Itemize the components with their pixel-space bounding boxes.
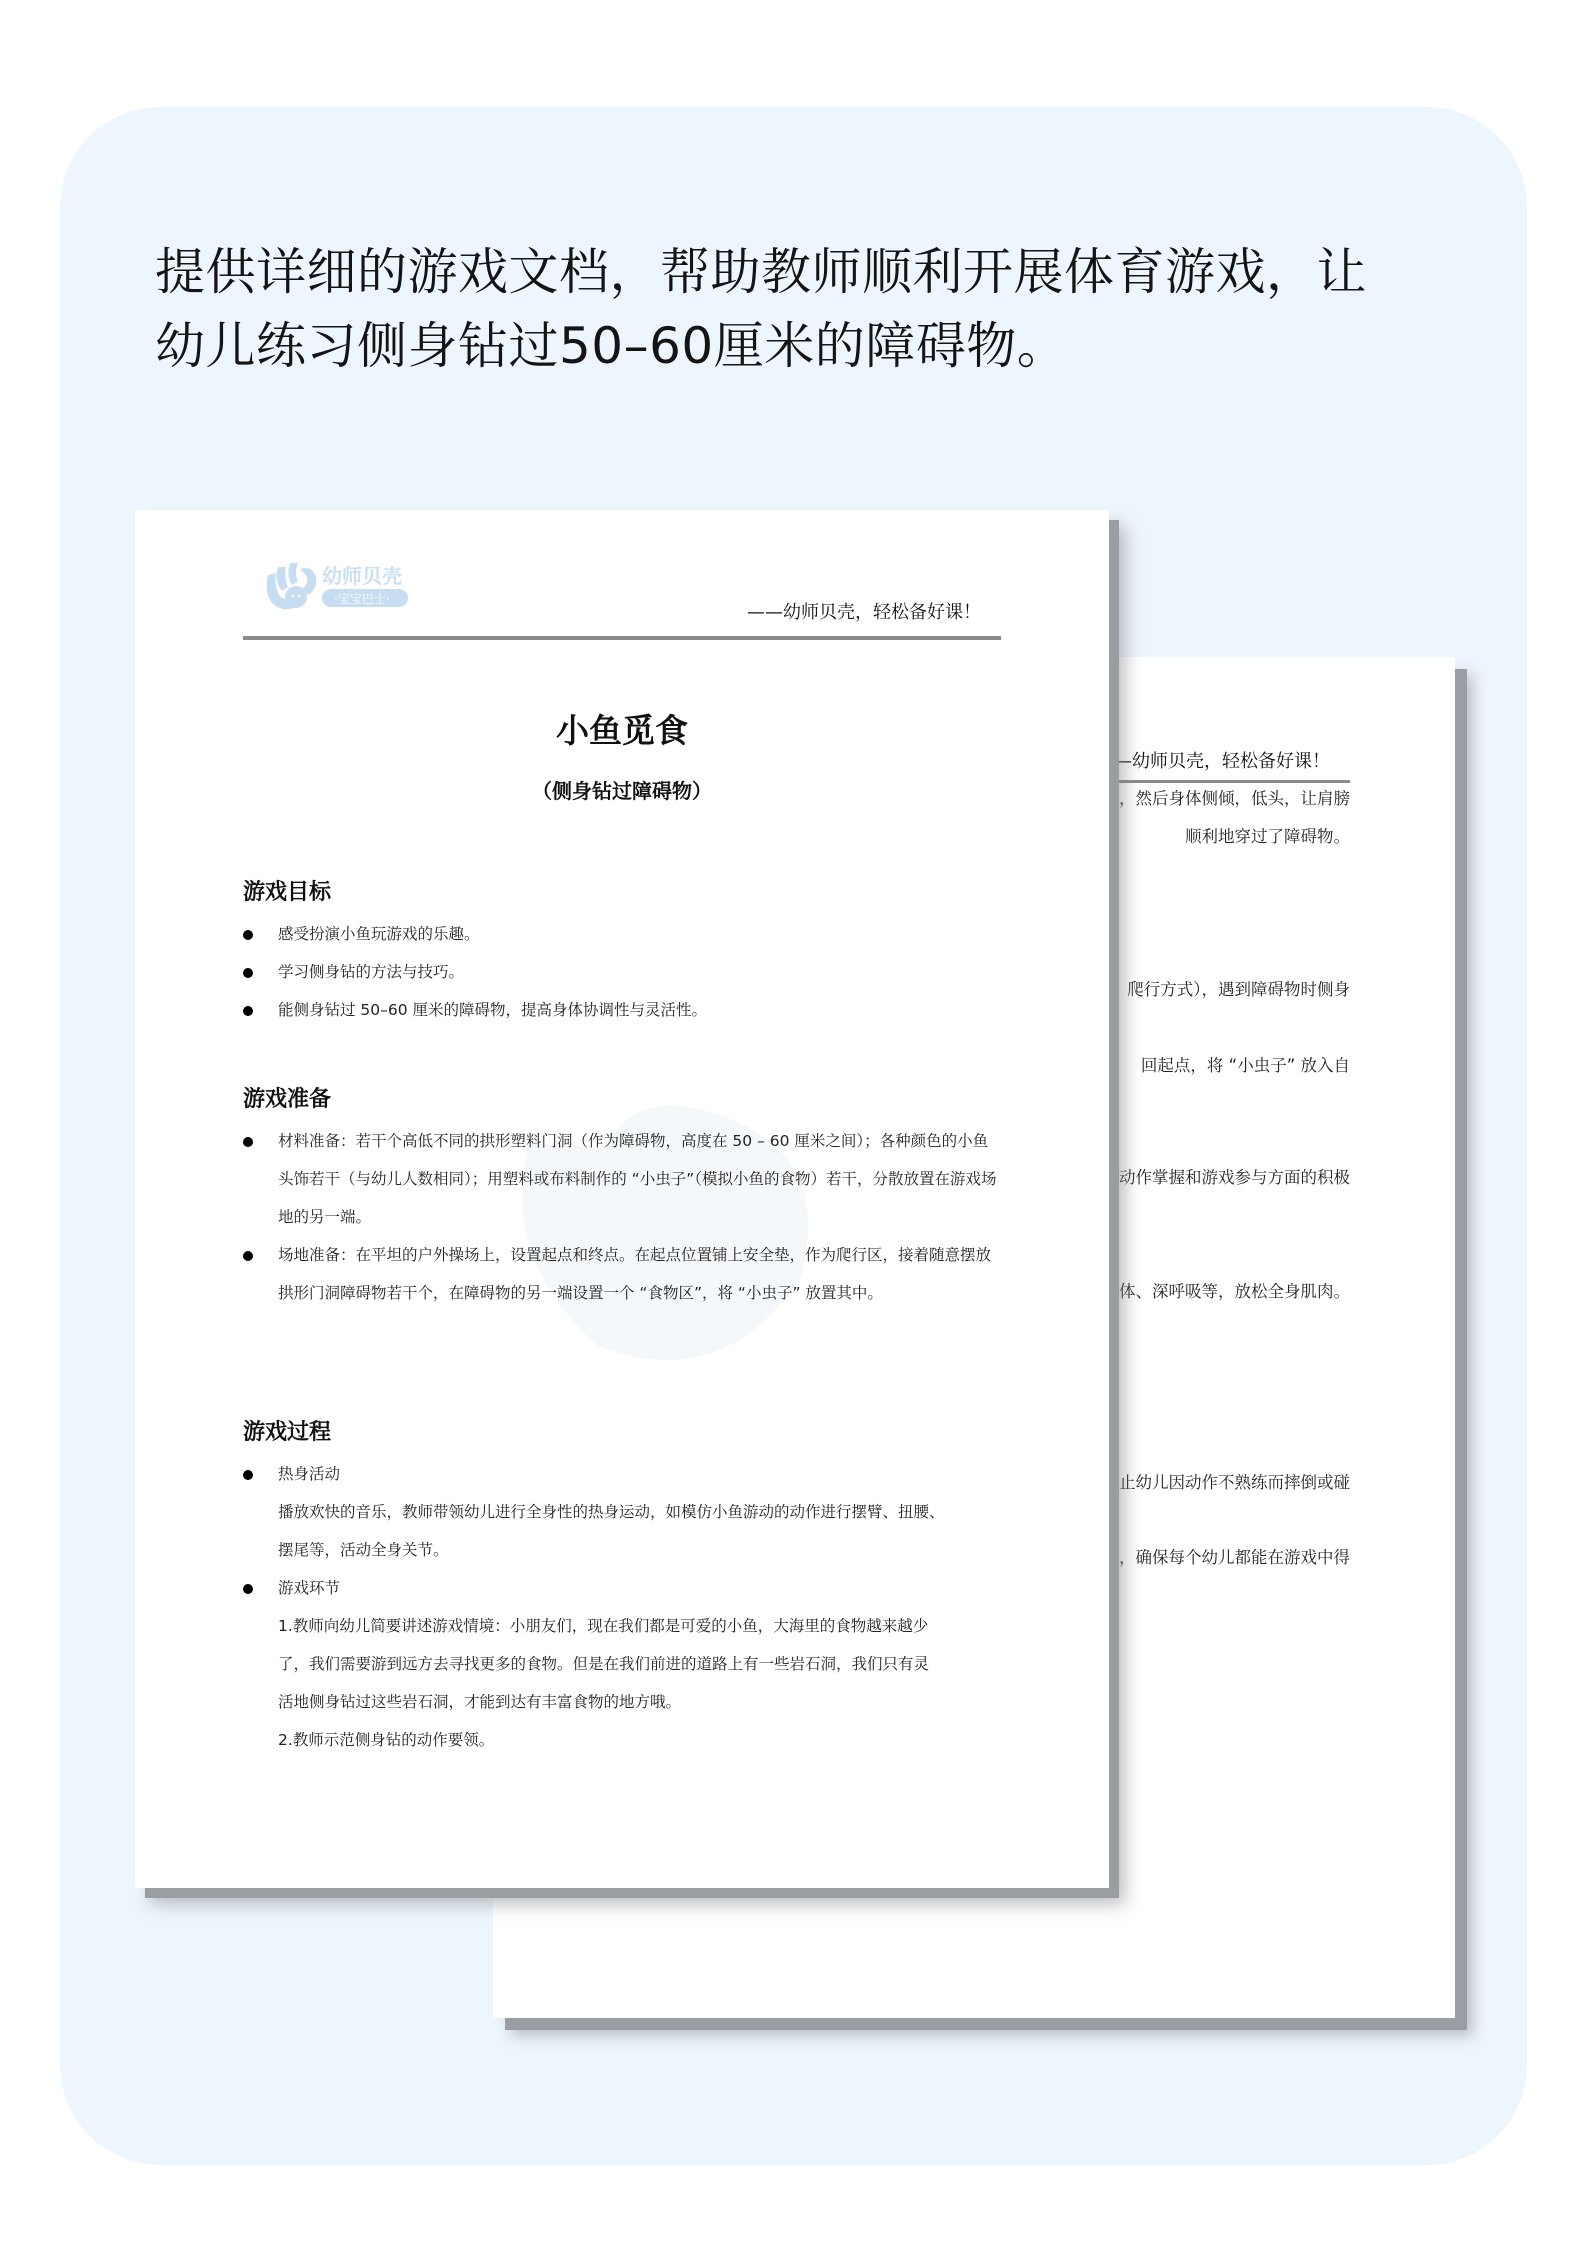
bullet-dot-icon [243,930,253,940]
process-item-label: 热身活动 [243,1455,1003,1493]
goal-bullet: 能侧身钻过 50–60 厘米的障碍物，提高身体协调性与灵活性。 [243,991,1003,1029]
process-item-label: 游戏环节 [243,1569,1003,1607]
section-heading-preparation: 游戏准备 [243,1087,332,1112]
svg-text:·宝宝巴士·: ·宝宝巴士· [334,592,390,606]
back-page-fragment: 动作掌握和游戏参与方面的积极 [1119,1168,1350,1187]
back-page-slogan: —幼师贝壳，轻松备好课！ [1114,751,1330,772]
goal-bullet: 学习侧身钻的方法与技巧。 [243,953,1003,991]
headline-line-1: 提供详细的游戏文档，帮助教师顺利开展体育游戏，让 [155,243,1367,301]
document-subtitle: （侧身钻过障碍物） [532,779,712,803]
shell-hand-logo-icon [260,555,440,615]
back-page-fragment: 体、深呼吸等，放松全身肌肉。 [1119,1282,1350,1301]
headline [155,235,1455,383]
bullet-dot-icon [243,1584,253,1594]
preparation-bullet: 场地准备：在平坦的户外操场上，设置起点和终点。在起点位置铺上安全垫，作为爬行区，接着随意摆放拱形门洞障碍物若干个，在障碍物的另一端设置一个 “食物区”，将 “小虫子” 放置其中。 [243,1236,1003,1312]
preparation-bullet: 材料准备：若干个高低不同的拱形塑料门洞（作为障碍物，高度在 50 – 60 厘米之间）；各种颜色的小鱼头饰若干（与幼儿人数相同）；用塑料或布料制作的 “小虫子”（模拟小鱼的食物）若干，分散放置在游戏场地的另一端。 [243,1122,1003,1236]
back-page-fragment: ，然后身体侧倾，低头，让肩膀 [1119,789,1350,808]
section-heading-process: 游戏过程 [243,1420,332,1445]
header-slogan: ——幼师贝壳，轻松备好课！ [747,602,981,623]
brand-logo [260,555,440,615]
document-page-front [135,510,1109,1888]
process-item-body: 播放欢快的音乐，教师带领幼儿进行全身性的热身运动，如模仿小鱼游动的动作进行摆臂、扭腰、 摆尾等，活动全身关节。 [278,1503,945,1559]
back-page-fragment: 回起点，将 “小虫子” 放入自 [1140,1056,1350,1075]
back-page-fragment: ，确保每个幼儿都能在游戏中得 [1119,1548,1350,1567]
bullet-dot-icon [243,1470,253,1480]
bullet-dot-icon [243,968,253,978]
goal-bullet: 感受扮演小鱼玩游戏的乐趣。 [243,915,1003,953]
process-item-body: 1.教师向幼儿简要讲述游戏情境：小朋友们，现在我们都是可爱的小鱼，大海里的食物越来越少 了，我们需要游到远方去寻找更多的食物。但是在我们前进的道路上有一些岩石洞，我们只有灵 活地侧身钻过这些岩石洞，才能到达有丰富食物的地方哦。 2.教师示范侧身钻的动作要领。 [278,1617,930,1749]
back-page-fragment: 止幼儿因动作不熟练而摔倒或碰 [1119,1473,1350,1492]
bullet-dot-icon [243,1251,253,1261]
back-page-fragment: 顺利地穿过了障碍物。 [1185,827,1350,846]
svg-text:幼师贝壳: 幼师贝壳 [322,564,402,588]
headline-line-2: 幼儿练习侧身钻过50–60厘米的障碍物。 [155,317,1068,375]
back-page-fragment: 爬行方式），遇到障碍物时侧身 [1127,980,1350,999]
document-title: 小鱼觅食 [556,711,688,750]
header-rule [243,636,1001,640]
section-heading-goals: 游戏目标 [243,880,332,905]
bullet-dot-icon [243,1006,253,1016]
bullet-dot-icon [243,1137,253,1147]
